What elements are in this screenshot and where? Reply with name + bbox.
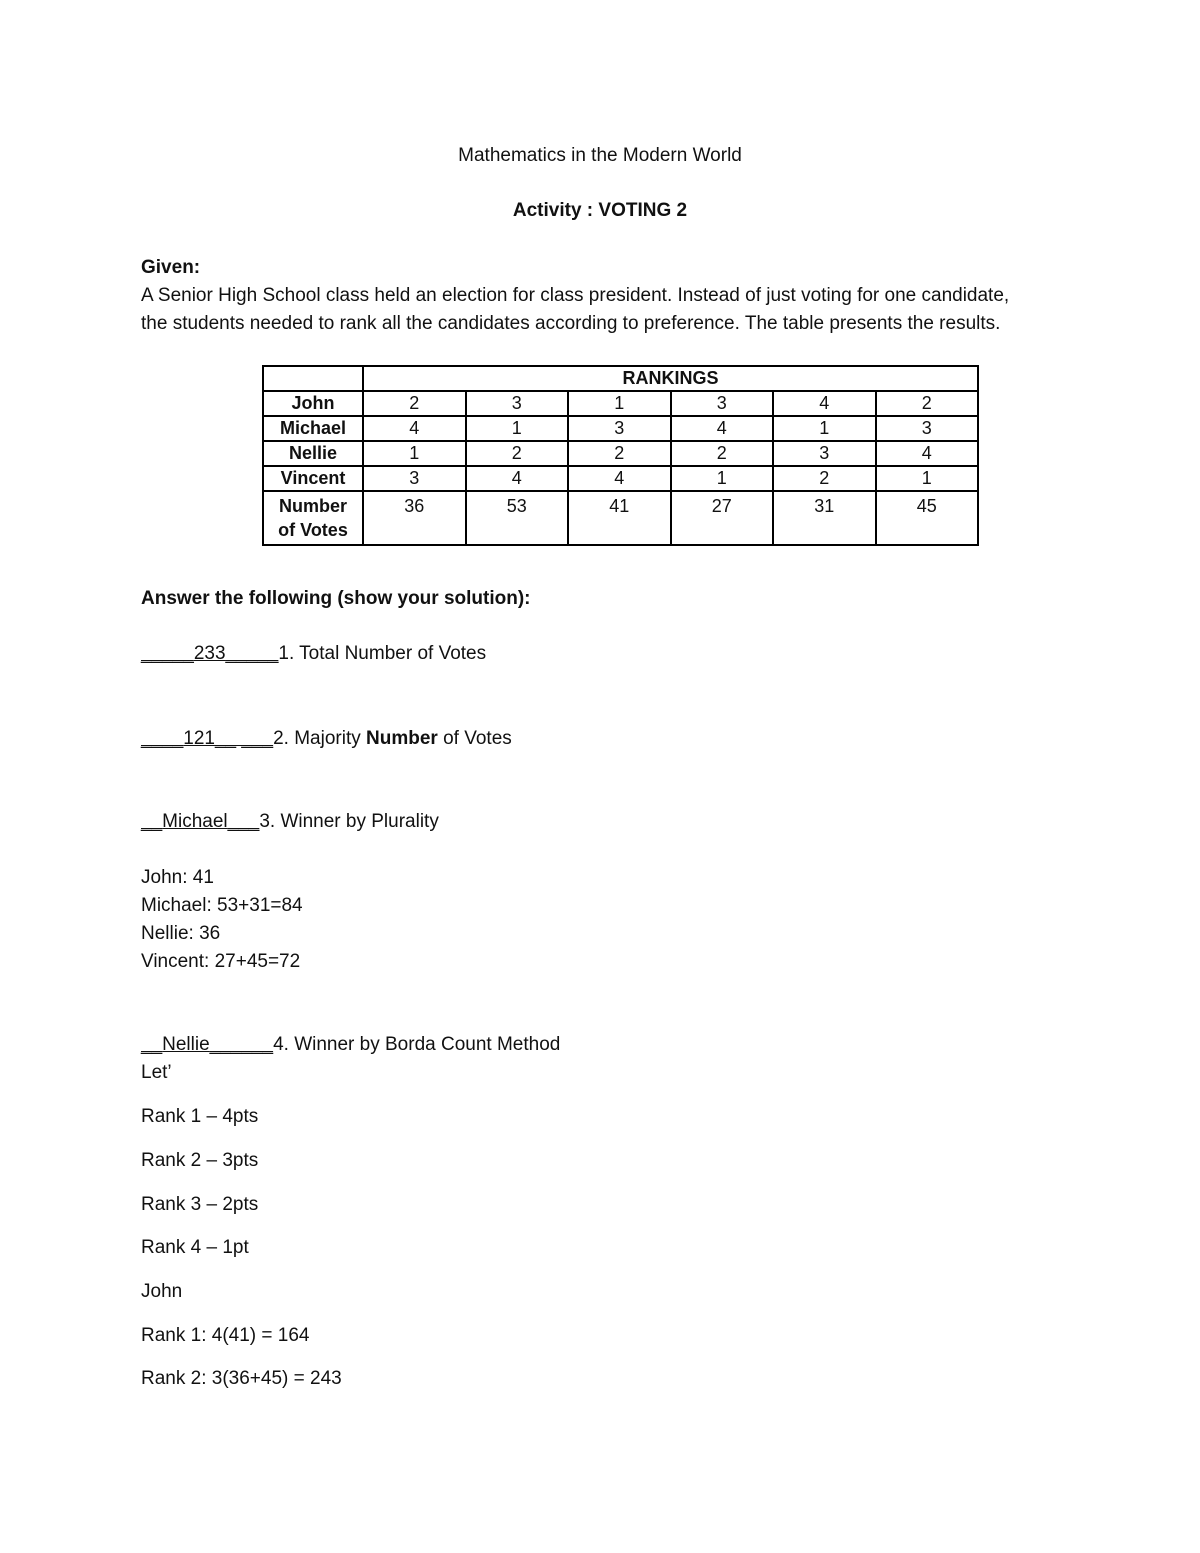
plurality-john: John: 41 [141, 867, 214, 888]
rank-cell: 2 [466, 441, 569, 466]
table-row [263, 466, 978, 491]
rank-cell: 1 [773, 416, 876, 441]
votes-label-line-1: Number [278, 496, 347, 516]
rank-cell: 1 [876, 466, 979, 491]
answer-4-value: Nellie [162, 1034, 210, 1055]
given-text-line-1: A Senior High School class held an election for class president. Instead of just voting for one candidate, [141, 285, 1010, 306]
answer-1-pre: _____ [141, 643, 194, 664]
rank-cell: 2 [568, 441, 671, 466]
borda-point-rank-1: Rank 1 – 4pts [141, 1106, 259, 1127]
rank-cell: 3 [568, 416, 671, 441]
question-1-label: 1. Total Number of Votes [278, 643, 487, 664]
votes-cell: 31 [773, 491, 876, 545]
plurality-vincent: Vincent: 27+45=72 [141, 951, 301, 972]
votes-cell: 53 [466, 491, 569, 545]
table-row [263, 441, 978, 466]
question-2-label-bold: Number [366, 728, 438, 749]
answer-4-pre: __ [141, 1034, 163, 1055]
rank-cell: 3 [671, 391, 774, 416]
table-corner-cell [263, 366, 363, 391]
answer-2-blank [141, 728, 273, 749]
answer-2-pre: ____ [141, 728, 184, 749]
votes-cell: 27 [671, 491, 774, 545]
question-4 [141, 1031, 560, 1059]
rank-cell: 4 [876, 441, 979, 466]
rank-cell: 4 [363, 416, 466, 441]
votes-cell: 36 [363, 491, 466, 545]
answer-2-post: __ ___ [214, 728, 274, 749]
plurality-michael: Michael: 53+31=84 [141, 895, 303, 916]
borda-calc-rank-1: Rank 1: 4(41) = 164 [141, 1325, 310, 1346]
rank-cell: 4 [671, 416, 774, 441]
rank-cell: 4 [466, 466, 569, 491]
answer-3-post: ___ [227, 811, 260, 832]
votes-label [263, 491, 363, 545]
table-header-row [263, 366, 978, 391]
votes-cell: 45 [876, 491, 979, 545]
votes-cell: 41 [568, 491, 671, 545]
borda-point-rank-4: Rank 4 – 1pt [141, 1237, 249, 1258]
plurality-nellie: Nellie: 36 [141, 923, 221, 944]
answer-3-value: Michael [162, 811, 228, 832]
answer-1-blank [141, 643, 278, 664]
candidate-name: Vincent [263, 466, 363, 491]
rank-cell: 3 [876, 416, 979, 441]
answer-2-value: 121 [183, 728, 215, 749]
rank-cell: 2 [363, 391, 466, 416]
rank-cell: 1 [568, 391, 671, 416]
answer-3-blank [141, 811, 259, 832]
rank-cell: 2 [876, 391, 979, 416]
question-2-label-suffix: of Votes [437, 728, 512, 749]
rank-cell: 1 [671, 466, 774, 491]
question-3 [141, 808, 439, 836]
rank-cell: 3 [466, 391, 569, 416]
table-row [263, 391, 978, 416]
table-row [263, 416, 978, 441]
borda-point-rank-2: Rank 2 – 3pts [141, 1150, 259, 1171]
question-1 [141, 640, 486, 668]
rank-cell: 3 [363, 466, 466, 491]
borda-calc-rank-2: Rank 2: 3(36+45) = 243 [141, 1368, 342, 1389]
candidate-name: Nellie [263, 441, 363, 466]
question-2-label-prefix: 2. Majority [273, 728, 367, 749]
instructions: Answer the following (show your solution): [141, 588, 531, 609]
given-label: Given: [141, 257, 201, 278]
votes-row [263, 491, 978, 545]
answer-4-post: ______ [209, 1034, 274, 1055]
rankings-header: RANKINGS [363, 366, 978, 391]
question-3-label: 3. Winner by Plurality [259, 811, 439, 832]
candidate-name: John [263, 391, 363, 416]
course-title: Mathematics in the Modern World [458, 145, 742, 166]
borda-candidate: John [141, 1281, 183, 1302]
borda-point-rank-3: Rank 3 – 2pts [141, 1194, 259, 1215]
rank-cell: 2 [671, 441, 774, 466]
question-4-label: 4. Winner by Borda Count Method [273, 1034, 561, 1055]
given-text-line-2: the students needed to rank all the candidates according to preference. The table presents the results. [141, 313, 1001, 334]
rank-cell: 2 [773, 466, 876, 491]
activity-title: Activity : VOTING 2 [512, 200, 688, 221]
rank-cell: 1 [363, 441, 466, 466]
answer-3-pre: __ [141, 811, 163, 832]
answer-4-blank [141, 1034, 273, 1055]
rank-cell: 4 [568, 466, 671, 491]
votes-label-line-2: of Votes [278, 520, 348, 540]
rank-cell: 3 [773, 441, 876, 466]
candidate-name: Michael [263, 416, 363, 441]
rank-cell: 4 [773, 391, 876, 416]
answer-1-value: 233 [193, 643, 226, 664]
answer-1-post: _____ [225, 643, 279, 664]
borda-let: Let’ [141, 1062, 172, 1083]
question-2 [141, 725, 512, 753]
rankings-table [262, 365, 979, 546]
rank-cell: 1 [466, 416, 569, 441]
